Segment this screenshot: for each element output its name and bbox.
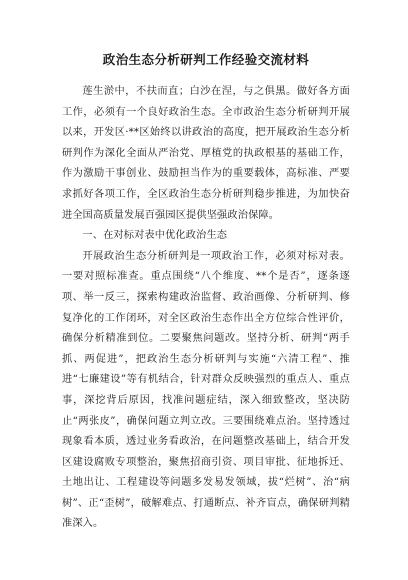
document-title: 政治生态分析研判工作经验交流材料 (102, 52, 310, 67)
intro-paragraph: 莲生淤中，不扶而直；白沙在涅，与之俱黑。做好各方面工作，必须有一个良好政治生态。全市政治生态分析研判开展以来，开发区·**区始终以讲政治的高度，把开展政治生态分析研判作为深化全面从严治党、厚植党的执政根基的基础工作，作为激励干事创业、鼓励担当作为的重要载体，高标准、严要求抓好各项工作，全区政治生态分析研判稳步推进，为加快奋进全国高质量发展百强园区提供坚强政治保障。 (62, 86, 350, 221)
section-heading: 一、在对标对表中优化政治生态 (82, 230, 228, 242)
document-page (62, 52, 350, 535)
section-paragraph: 开展政治生态分析研判是一项政治工作，必须对标对表。一要对照标准查。重点围绕“八个维度、**个是否”，逐条逐项、举一反三，探索构建政治监督、政治画像、分析研判、修复净化的工作闭环，对全区政治生态作出全方位综合性评价，确保分析精准到位。二要聚焦问题改。坚持分析、研判“两手抓、两促进”，把政治生态分析研判与实施“六清工程”、推进“七廉建设”等有机结合，针对群众反映强烈的重点人、重点事，深挖背后原因，找准问题症结，深入细致整改，坚决防止“两张皮”，确保问题立判立改。三要围绕难点治。坚持透过现象看本质，透过业务看政治，在问题整改基础上，结合开发区建设腐败专项整治，聚焦招商引资、项目审批、征地拆迁、土地出让、工程建设等问题多发易发领域，拔“烂树”、治“病树”、正“歪树”，破解难点、打通断点、补齐盲点，确保研判精准深入。 (62, 250, 350, 530)
